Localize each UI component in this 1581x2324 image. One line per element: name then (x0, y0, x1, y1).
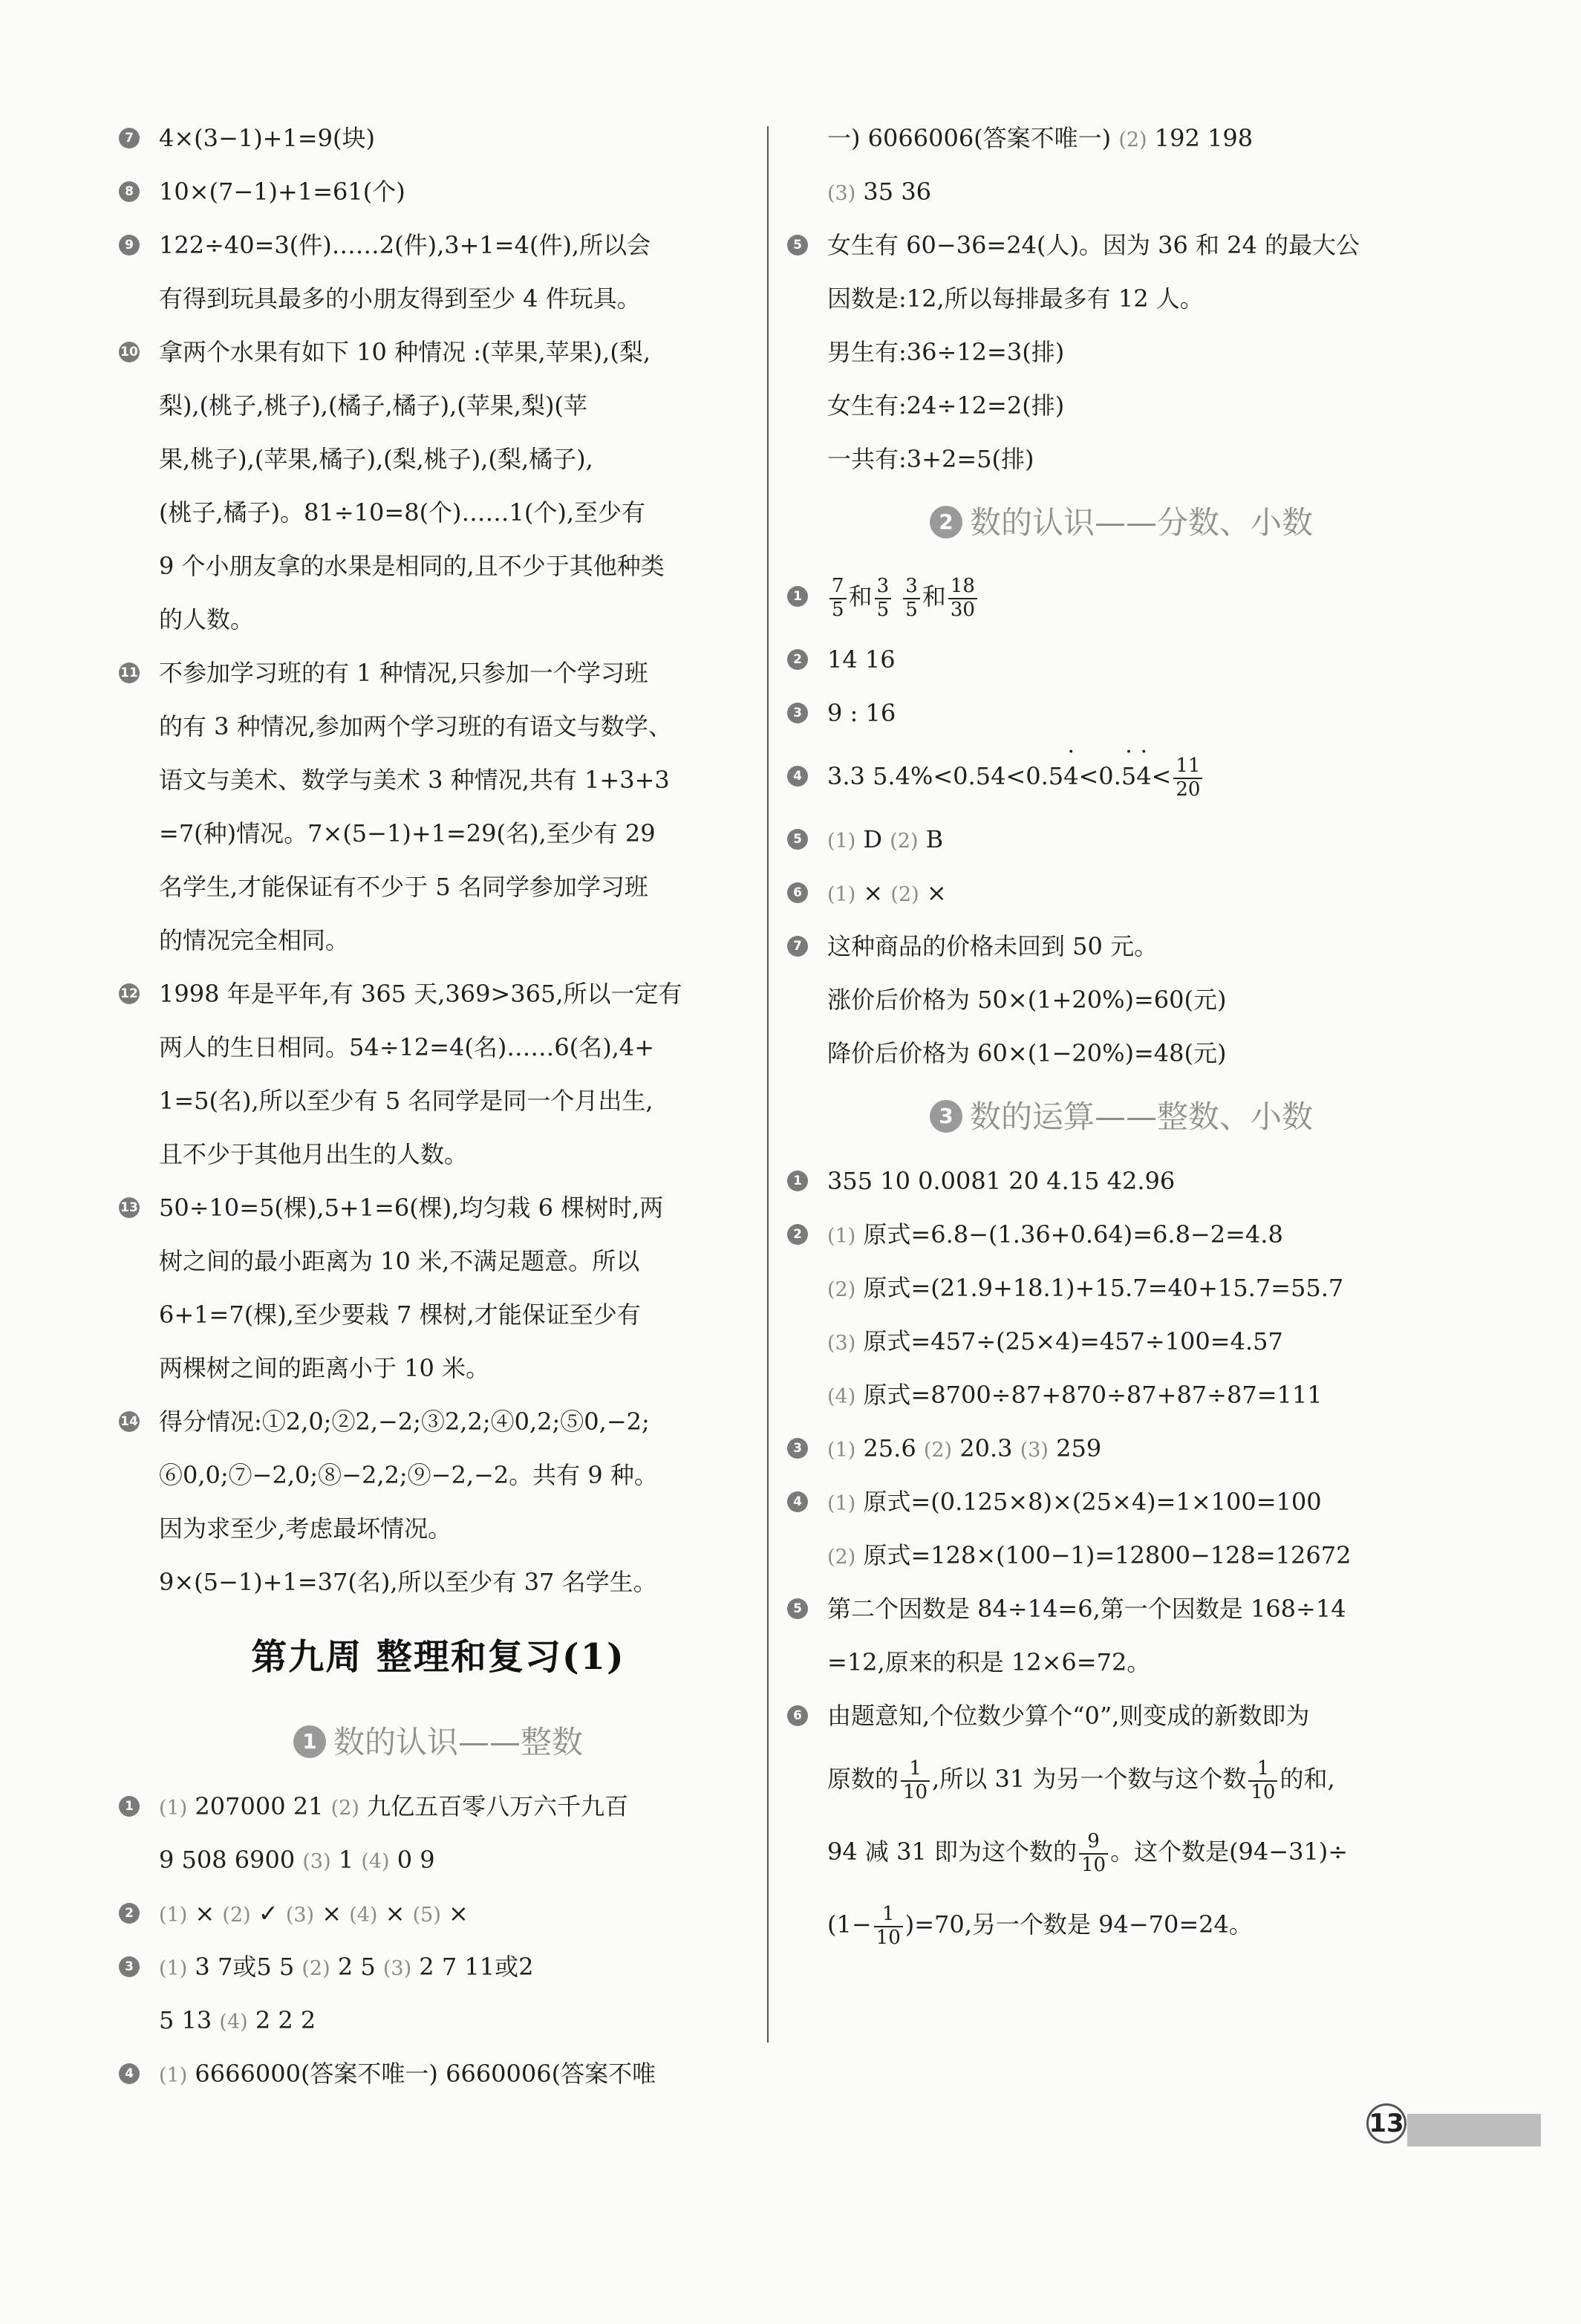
item-number: 4 (787, 766, 808, 787)
fraction: $\frac{9}{10}$ (1079, 1831, 1108, 1877)
fraction: $\frac{18}{30}$ (948, 576, 977, 622)
item-number: 11 (119, 663, 140, 683)
answer-11: 11 不参加学习班的有 1 种情况,只参加一个学习班 (119, 646, 757, 700)
text-line: =12,原来的积是 12×6=72。 (827, 1648, 1151, 1676)
text-line: 的情况完全相同。 (159, 926, 350, 954)
item-number: 1 (119, 1796, 140, 1817)
answer-12: 12 1998 年是平年,有 365 天,369>365,所以一定有 (119, 967, 757, 1021)
text-line: ⑥0,0;⑦−2,0;⑧−2,2;⑨−2,−2。共有 9 种。 (159, 1461, 658, 1489)
fraction-answer-6: 6 (1) × (2) × (787, 866, 1456, 919)
text-line: 一) 6066006(答案不唯一) (2) 192 198 (827, 124, 1254, 152)
week-title: 第九周 整理和复习(1) (251, 1636, 625, 1678)
text-line: (桃子,橘子)。81÷10=8(个)……1(个),至少有 (159, 498, 646, 527)
fraction-answer-7: 7 这种商品的价格未回到 50 元。 (787, 919, 1456, 973)
repeating-digit: · 4 (1063, 740, 1078, 813)
page-number: 13 (1366, 2103, 1406, 2144)
text-line: (4) 原式=8700÷87+870÷87+87÷87=111 (827, 1381, 1323, 1409)
item-number: 4 (119, 2063, 140, 2084)
section-number: 2 (930, 506, 962, 538)
text-line: 5 13 (4) 2 2 2 (159, 2006, 316, 2034)
text-line: 9×(5−1)+1=37(名),所以至少有 37 名学生。 (159, 1568, 657, 1596)
fraction: $\frac{11}{20}$ (1173, 755, 1202, 801)
section-heading: 2 数的认识——分数、小数 (787, 486, 1456, 560)
answer-10: 10 拿两个水果有如下 10 种情况 :(苹果,苹果),(梨, (119, 325, 757, 379)
text-line: 语文与美术、数学与美术 3 种情况,共有 1+3+3 (159, 766, 670, 794)
text-line: (2) 原式=128×(100−1)=12800−128=12672 (827, 1541, 1352, 1569)
review-answer-3: 3 (1) 3 7或5 5 (2) 2 5 (3) 2 7 11或2 (119, 1940, 757, 1993)
review-answer-1: 1 (1) 207000 21 (2) 九亿五百零八万六千九百 (119, 1780, 757, 1833)
item-number: 2 (787, 649, 808, 670)
text-line: (3) 原式=457÷(25×4)=457÷100=4.57 (827, 1327, 1283, 1355)
fraction-answer-3: 3 9 : 16 (787, 686, 1456, 740)
item-number: 3 (787, 703, 808, 723)
calc-answer-6: 6 由题意知,个位数少算个“0”,则变成的新数即为 (787, 1689, 1456, 1742)
answer-8: 8 10×(7−1)+1=61(个) (119, 165, 757, 218)
item-number: 1 (787, 586, 808, 607)
fraction-answer-4: 4 3.3 5.4%<0.54<0.5· 4<0.· 5· 4< $\frac{11}{20}$ (787, 740, 1456, 813)
section-number: 3 (930, 1100, 962, 1133)
answer-13: 13 50÷10=5(棵),5+1=6(棵),均匀栽 6 棵树时,两 (119, 1181, 757, 1234)
text-line: 有得到玩具最多的小朋友得到至少 4 件玩具。 (159, 284, 641, 313)
text-line: 涨价后价格为 50×(1+20%)=60(元) (827, 986, 1227, 1014)
item-number: 1 (787, 1171, 808, 1191)
item-number: 5 (787, 1598, 808, 1619)
item-number: 10 (119, 342, 140, 362)
text-line: 原数的 $\frac{1}{10}$ ,所以 31 为另一个数与这个数 $\frac{1}{10}$ 的和, (827, 1757, 1335, 1803)
calc-answer-2: 2 (1) 原式=6.8−(1.36+0.64)=6.8−2=4.8 (787, 1208, 1456, 1261)
answer-7: 7 4×(3−1)+1=9(块) (119, 111, 757, 165)
fraction: $\frac{7}{5}$ (829, 576, 847, 622)
item-number: 4 (787, 1491, 808, 1512)
item-number: 6 (787, 882, 808, 903)
left-column (119, 111, 757, 2100)
text-line: 男生有:36÷12=3(排) (827, 338, 1065, 366)
item-number: 13 (119, 1197, 140, 1218)
text-line: 一共有:3+2=5(排) (827, 445, 1034, 473)
text-line: 1=5(名),所以至少有 5 名同学是同一个月出生, (159, 1087, 653, 1115)
fraction-answer-1: 1 $\frac{7}{5}$ 和 $\frac{3}{5}$ $\frac{3}{5}$ 和 $\frac{18}{30}$ (787, 560, 1456, 633)
fraction: $\frac{1}{10}$ (1248, 1758, 1277, 1804)
answer-14: 14 得分情况:①2,0;②2,−2;③2,2;④0,2;⑤0,−2; (119, 1395, 757, 1448)
right-column (787, 111, 1456, 1961)
text-line: 9 508 6900 (3) 1 (4) 0 9 (159, 1846, 435, 1874)
text-line: 因为求至少,考虑最坏情况。 (159, 1514, 452, 1543)
text-line: 因数是:12,所以每排最多有 12 人。 (827, 284, 1204, 313)
review-answer-2: 2 (1) × (2) ✓ (3) × (4) × (5) × (119, 1887, 757, 1940)
item-number: 12 (119, 983, 140, 1004)
item-number: 9 (119, 235, 140, 255)
text-line: (1− $\frac{1}{10}$ )=70,另一个数是 94−70=24。 (827, 1902, 1253, 1949)
fraction: $\frac{1}{10}$ (874, 1904, 903, 1950)
item-number: 2 (787, 1224, 808, 1245)
text-line: =7(种)情况。7×(5−1)+1=29(名),至少有 29 (159, 819, 656, 847)
calc-answer-3: 3 (1) 25.6 (2) 20.3 (3) 259 (787, 1422, 1456, 1475)
text-line: 女生有:24÷12=2(排) (827, 391, 1065, 420)
fraction-answer-5: 5 (1) D (2) B (787, 813, 1456, 866)
repeating-digit: · 5 (1121, 740, 1136, 813)
item-number: 3 (787, 1438, 808, 1459)
calc-answer-1: 1 355 10 0.0081 20 4.15 42.96 (787, 1154, 1456, 1208)
text-line: 树之间的最小距离为 10 米,不满足题意。所以 (159, 1247, 640, 1275)
text-line: 降价后价格为 60×(1−20%)=48(元) (827, 1039, 1227, 1067)
review-answer-4: 4 (1) 6666000(答案不唯一) 6660006(答案不唯 (119, 2047, 757, 2100)
section-number: 1 (293, 1725, 326, 1758)
item-number: 2 (119, 1903, 140, 1924)
text-line: 果,桃子),(苹果,橘子),(梨,桃子),(梨,橘子), (159, 445, 593, 473)
repeating-digit: · 4 (1136, 740, 1151, 813)
text-line: 梨),(桃子,桃子),(橘子,橘子),(苹果,梨)(苹 (159, 391, 587, 420)
item-number: 7 (119, 128, 140, 149)
text-line: (2) 原式=(21.9+18.1)+15.7=40+15.7=55.7 (827, 1274, 1344, 1302)
text-line: 名学生,才能保证有不少于 5 名同学参加学习班 (159, 873, 648, 901)
answer-9: 9 122÷40=3(件)……2(件),3+1=4(件),所以会 (119, 218, 757, 272)
fraction: $\frac{3}{5}$ (903, 576, 920, 622)
item-number: 5 (787, 829, 808, 850)
item-number: 3 (119, 1956, 140, 1977)
item-number: 6 (787, 1705, 808, 1726)
item-number: 7 (787, 936, 808, 957)
item-number: 5 (787, 235, 808, 255)
fraction: $\frac{3}{5}$ (875, 576, 892, 622)
text-line: 的有 3 种情况,参加两个学习班的有语文与数学、 (159, 712, 672, 741)
text-line: 9 个小朋友拿的水果是相同的,且不少于其他种类 (159, 552, 665, 580)
fraction: $\frac{1}{10}$ (901, 1758, 930, 1804)
item-number: 8 (119, 181, 140, 202)
text-line: 的人数。 (159, 605, 255, 634)
calc-answer-5: 5 第二个因数是 84÷14=6,第一个因数是 168÷14 (787, 1582, 1456, 1635)
section-heading: 1 数的认识——整数 (119, 1705, 757, 1780)
text-line: 两人的生日相同。54÷12=4(名)……6(名),4+ (159, 1033, 655, 1061)
section-heading: 3 数的运算——整数、小数 (787, 1080, 1456, 1154)
answer-5: 5 女生有 60−36=24(人)。因为 36 和 24 的最大公 (787, 218, 1456, 272)
text-line: 两棵树之间的距离小于 10 米。 (159, 1354, 490, 1382)
page-number-bar (1407, 2114, 1541, 2146)
text-line: 6+1=7(棵),至少要栽 7 棵树,才能保证至少有 (159, 1301, 641, 1329)
item-number: 14 (119, 1411, 140, 1432)
text-line: (3) 35 36 (827, 178, 932, 206)
fraction-answer-2: 2 14 16 (787, 633, 1456, 686)
text-line: 94 减 31 即为这个数的 $\frac{9}{10}$ 。这个数是(94−31)÷ (827, 1829, 1349, 1876)
text-line: 且不少于其他月出生的人数。 (159, 1140, 469, 1168)
column-divider (767, 126, 769, 2043)
calc-answer-4: 4 (1) 原式=(0.125×8)×(25×4)=1×100=100 (787, 1475, 1456, 1529)
